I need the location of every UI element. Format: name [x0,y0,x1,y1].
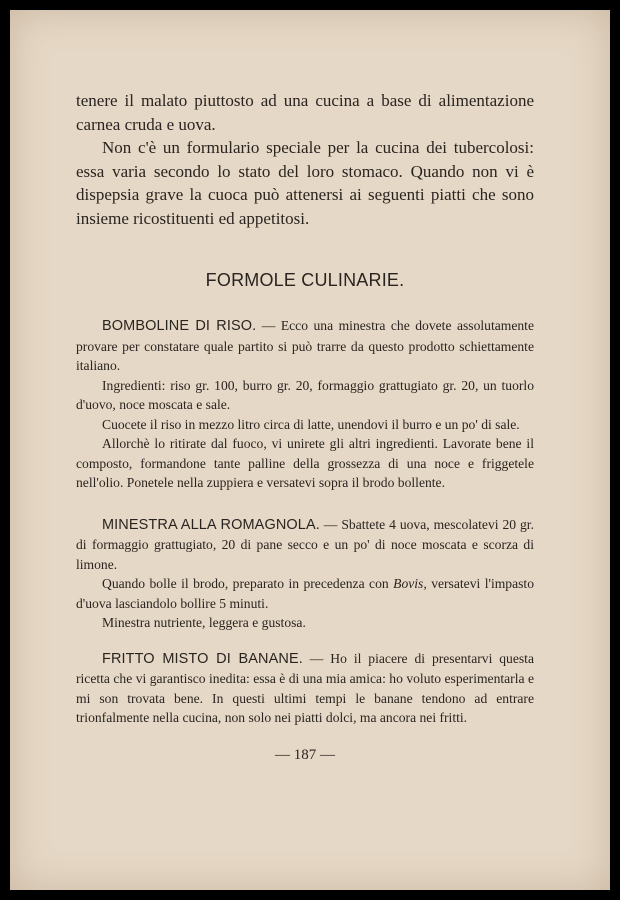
recipe-text: — Sbattete 4 uova, mescolatevi 20 gr. di formaggio grattugiato, 20 di pane secco e un po' di noce moscata e scorza di limone. [76,516,534,572]
recipe-bomboline [76,316,534,493]
recipe-paragraph: Minestra nutriente, leggera e gustosa. [102,615,306,630]
recipe-text: versatevi l'impasto d'uova lasciandolo bollire 5 minuti. [76,576,534,611]
brand-name: Bovis, [393,576,427,591]
recipe-paragraph: Ingredienti: riso gr. 100, burro gr. 20, formaggio grattugiato gr. 20, un tuorlo d'uovo, noce moscata e sale. [76,377,534,412]
recipe-paragraph: Cuocete il riso in mezzo litro circa di latte, unendovi il burro e un po' di sale. [102,416,520,432]
recipe-list [76,316,534,728]
recipe-paragraph [76,515,534,575]
recipe-paragraph [76,649,534,728]
intro-paragraph: Non c'è un formulario speciale per la cucina dei tubercolosi: essa varia secondo lo stato del loro stomaco. Quando non vi è dispepsia grave la cuoca può attenersi ai seguenti piatti che sono insieme ricostituenti ed appetitosi. [76,138,534,228]
recipe-title: MINESTRA ALLA ROMAGNOLA. [102,516,320,533]
recipe-title: FRITTO MISTO DI BANANE. [102,650,303,667]
page-content [76,89,534,765]
recipe-paragraph [76,316,534,376]
recipe-paragraph [76,574,534,613]
recipe-text: — Ho il piacere di presentarvi questa ricetta che vi garantisco inedita: essa è di una mia amica: ho voluto esperimentarla e mi son trovata bene. In questi ultimi tempi le banane tendono ad entrare trionfalmente nella cucina, non solo nei piatti dolci, ma ancora nei fritti. [76,650,534,725]
recipe-title: BOMBOLINE DI RISO. [102,318,257,334]
recipe-minestra-romagnola [76,515,534,633]
recipe-text: — Ecco una minestra che dovete assolutamente provare per constatare quale partito si può trarre da questo prodotto schiettamente italiano. [76,318,534,373]
page-number: — 187 — [275,746,335,763]
intro-paragraph: tenere il malato piuttosto ad una cucina a base di alimentazione carnea cruda e uova. [76,91,534,134]
book-page [10,10,610,890]
recipe-fritto-banane [76,649,534,728]
intro-text [76,89,534,230]
section-heading: FORMOLE CULINARIE. [205,270,405,290]
recipe-text: Quando bolle il brodo, preparato in precedenza con [102,576,389,591]
recipe-paragraph: Allorchè lo ritirate dal fuoco, vi unirete gli altri ingredienti. Lavorate bene il composto, formandone tante palline della grossezza di una noce e friggetele nell'olio. Ponetele nella zuppiera e versatevi sopra il brodo bollente. [76,436,534,490]
